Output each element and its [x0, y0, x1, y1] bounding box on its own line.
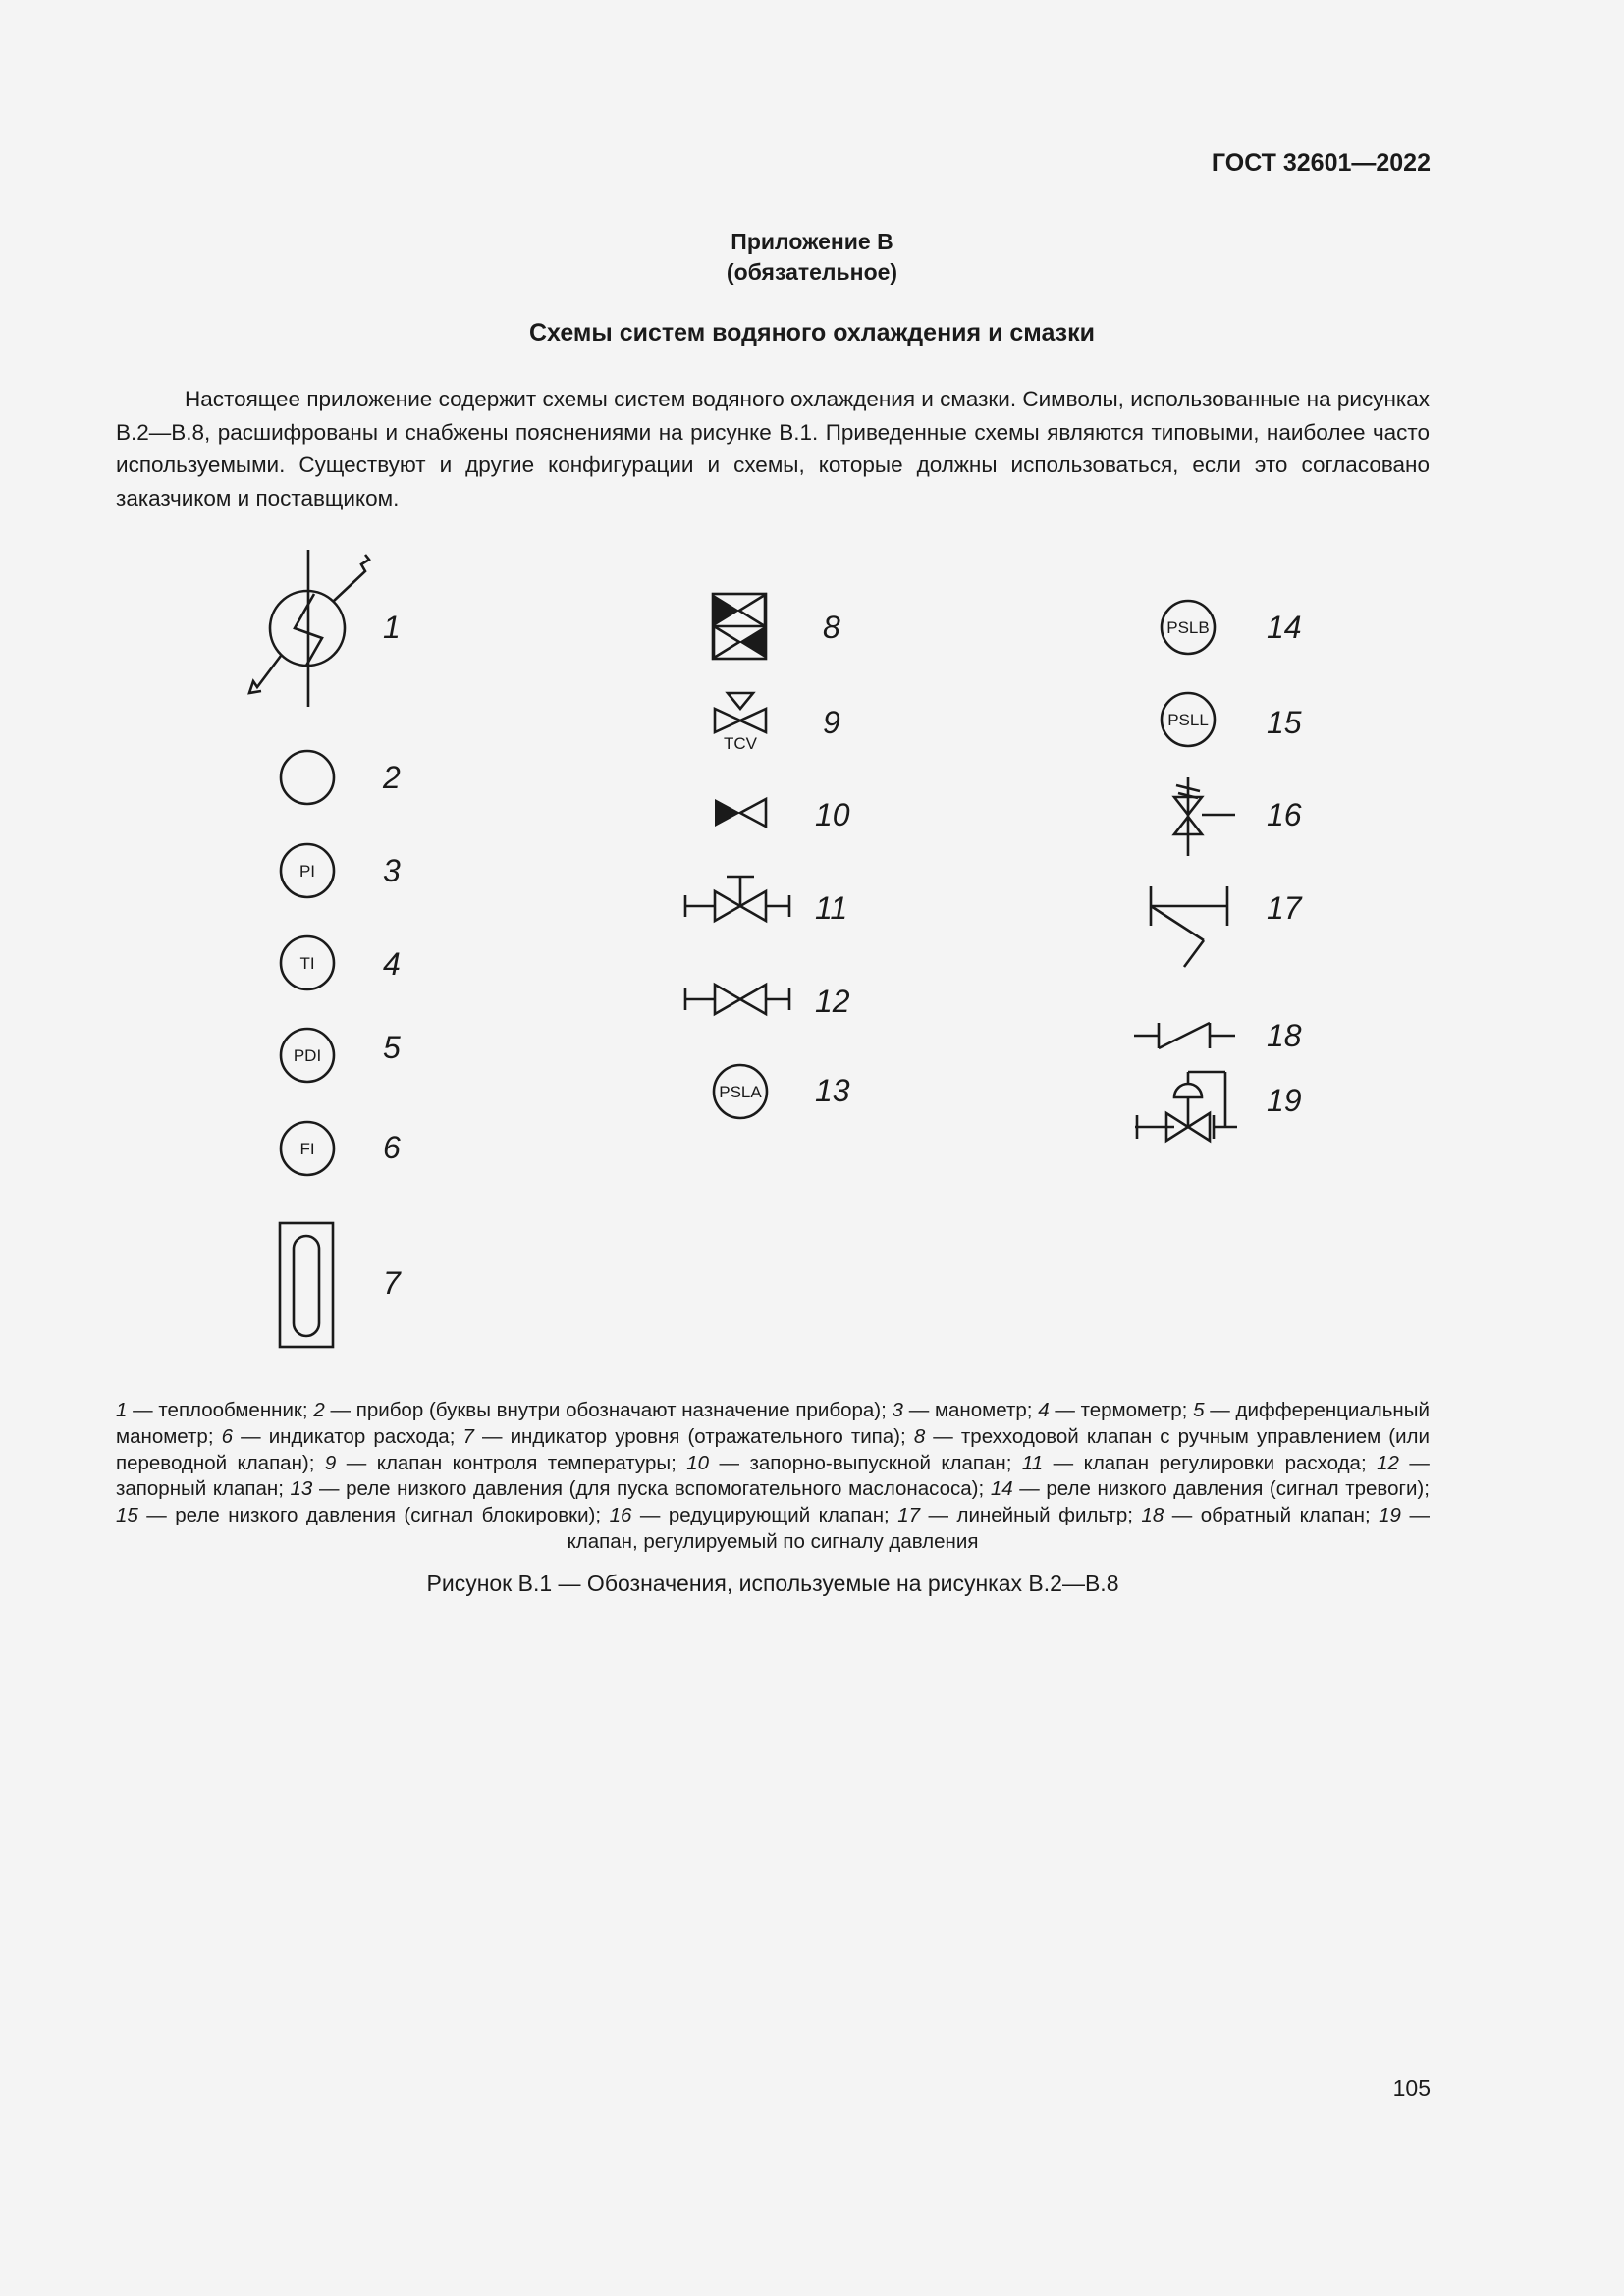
symbol-number-17: 17	[1267, 890, 1302, 926]
symbol-flow-control-valve	[685, 877, 789, 921]
symbol-number-10: 10	[815, 797, 850, 832]
tag-ti: TI	[299, 954, 315, 973]
symbol-reducing-valve	[1174, 777, 1235, 856]
symbol-number-8: 8	[823, 610, 840, 645]
symbol-differential-gauge	[281, 1029, 334, 1082]
symbol-instrument-circle	[281, 751, 334, 804]
legend-item: 8 — трехходовой клапан с ручным управлением (или переводной клапан);	[116, 1424, 1430, 1474]
appendix-title: Приложение В	[731, 229, 893, 254]
legend-item: 12 — запорный клапан;	[116, 1451, 1430, 1501]
legend-item: 13 — реле низкого давления (для пуска вспомогательного маслонасоса);	[290, 1477, 991, 1501]
tag-psla: PSLA	[719, 1083, 762, 1101]
legend-item: 1 — теплообменник;	[116, 1399, 314, 1421]
symbol-thermometer	[281, 936, 334, 989]
document-code: ГОСТ 32601—2022	[1211, 149, 1431, 177]
legend-item: 17 — линейный фильтр;	[897, 1504, 1142, 1527]
legend-item: 9 — клапан контроля температуры;	[324, 1451, 687, 1474]
legend-item: 19 — клапан, регулируемый по сигналу давления	[567, 1504, 1430, 1553]
symbol-block-bleed-valve	[715, 799, 766, 827]
symbol-heat-exchanger	[249, 550, 369, 707]
symbol-number-15: 15	[1267, 705, 1302, 740]
legend-item: 3 — манометр;	[892, 1399, 1039, 1421]
section-heading: Схемы систем водяного охлаждения и смазки	[529, 319, 1095, 347]
tag-pdi: PDI	[293, 1046, 322, 1065]
legend-item: 16 — редуцирующий клапан;	[609, 1504, 898, 1527]
figure-legend	[116, 1398, 1430, 1556]
symbol-number-3: 3	[383, 853, 401, 888]
tag-pi: PI	[298, 862, 316, 881]
symbol-number-16: 16	[1267, 797, 1302, 832]
symbol-pressure-controlled-valve	[1135, 1072, 1237, 1141]
symbol-number-4: 4	[383, 946, 401, 982]
tag-tcv: TCV	[724, 734, 757, 753]
legend-item: 6 — индикатор расхода;	[221, 1424, 463, 1448]
legend-item: 7 — индикатор уровня (отражательного типа);	[462, 1424, 914, 1448]
legend-item: 5 — дифференциальный манометр;	[116, 1399, 1430, 1448]
figure-caption: Рисунок В.1 — Обозначения, используемые на рисунках В.2—В.8	[426, 1571, 1119, 1596]
symbol-number-1: 1	[383, 610, 401, 645]
symbol-pressure-gauge	[281, 844, 334, 897]
symbol-number-11: 11	[815, 890, 848, 926]
legend-item: 10 — запорно-выпускной клапан;	[686, 1451, 1022, 1474]
symbol-number-2: 2	[383, 760, 401, 795]
symbol-line-strainer	[1151, 886, 1227, 967]
symbol-three-way-valve	[713, 594, 766, 659]
symbol-number-5: 5	[383, 1030, 401, 1065]
symbol-check-valve	[1134, 1023, 1235, 1048]
symbol-number-18: 18	[1267, 1018, 1302, 1053]
symbol-temperature-control-valve	[715, 693, 766, 753]
intro-paragraph: Настоящее приложение содержит схемы систем водяного охлаждения и смазки. Символы, использованные на рисунках В.2—В.8, расшифрованы и снабжены пояснениями на рисунке В.1. Приведенные схемы являются типовыми, наиболее часто используемыми. Существуют и другие конфигурации и схемы, которые должны использоваться, если это согласовано заказчиком и поставщиком.	[116, 387, 1430, 510]
legend-item: 11 — клапан регулировки расхода;	[1021, 1451, 1378, 1474]
symbol-low-pressure-relay-trip	[1162, 693, 1215, 746]
symbol-number-13: 13	[815, 1073, 850, 1108]
symbol-number-9: 9	[823, 705, 840, 740]
symbol-low-pressure-relay-alarm	[1162, 601, 1215, 654]
symbol-number-19: 19	[1267, 1083, 1302, 1118]
tag-pslb: PSLB	[1166, 618, 1210, 637]
page-number: 105	[1392, 2075, 1431, 2101]
legend-item: 18 — обратный клапан;	[1141, 1504, 1380, 1527]
legend-item: 2 — прибор (буквы внутри обозначают назначение прибора);	[313, 1399, 893, 1421]
symbol-level-indicator	[280, 1223, 333, 1347]
symbol-number-6: 6	[383, 1130, 401, 1165]
tag-psll: PSLL	[1167, 711, 1209, 729]
symbol-number-14: 14	[1267, 610, 1302, 645]
symbol-flow-indicator	[281, 1122, 334, 1175]
legend-item: 4 — термометр;	[1038, 1399, 1194, 1421]
legend-item: 14 — реле низкого давления (сигнал тревоги);	[990, 1477, 1430, 1501]
appendix-status: (обязательное)	[726, 259, 898, 285]
symbol-low-pressure-relay-pump	[714, 1065, 767, 1118]
symbol-shutoff-valve	[685, 985, 789, 1014]
legend-item: 15 — реле низкого давления (сигнал блокировки);	[116, 1504, 610, 1527]
symbol-number-7: 7	[383, 1265, 401, 1301]
tag-fi: FI	[299, 1140, 315, 1158]
symbol-number-12: 12	[815, 984, 850, 1019]
